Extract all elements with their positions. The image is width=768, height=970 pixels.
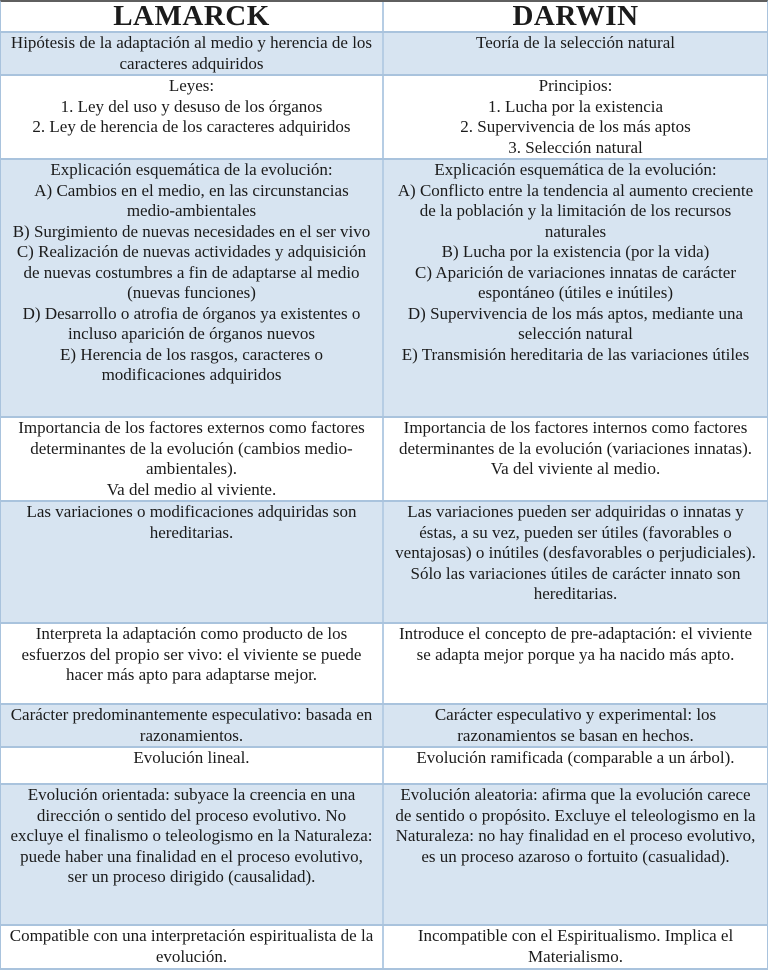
cell-paragraph: Hipótesis de la adaptación al medio y herencia de los caracteres adquiridos [10,33,373,73]
cell-paragraph: Explicación esquemática de la evolución: [434,160,717,179]
table-header-row [1,2,767,33]
cell-paragraph: Evolución ramificada (comparable a un árbol). [416,748,735,767]
cell-paragraph: E) Transmisión hereditaria de las variaciones útiles [401,344,750,364]
cell-darwin [384,785,767,924]
header-cell-darwin [384,2,767,31]
cell-paragraph: C) Realización de nuevas actividades y adquisición de nuevas costumbres a fin de adaptarse al medio (nuevas funciones) [16,242,367,302]
table-row-hypothesis [1,33,767,76]
cell-paragraph: Importancia de los factores externos como factores determinantes de la evolución (cambios medio-ambientales). [18,418,365,478]
cell-darwin [384,624,767,703]
cell-darwin [384,76,767,158]
cell-paragraph: Las variaciones o modificaciones adquiridas son hereditarias. [26,502,357,542]
cell-darwin [384,705,767,746]
cell-lamarck [1,624,384,703]
cell-paragraph: Importancia de los factores internos como factores determinantes de la evolución (variaciones innatas). [398,418,753,458]
cell-lamarck [1,76,384,158]
column-title-lamarck: LAMARCK [113,0,270,32]
cell-paragraph: Interpreta la adaptación como producto de los esfuerzos del propio ser vivo: el viviente se puede hacer más apto para adaptarse mejor. [21,624,362,684]
cell-darwin [384,748,767,783]
cell-paragraph: Carácter especulativo y experimental: los razonamientos se basan en hechos. [434,705,717,745]
table-row-teleology [1,785,767,926]
cell-lamarck [1,418,384,500]
cell-darwin [384,926,767,968]
cell-paragraph: Incompatible con el Espiritualismo. Implica el Materialismo. [417,926,734,966]
cell-paragraph: 2. Ley de herencia de los caracteres adquiridos [32,117,351,136]
cell-darwin [384,33,767,74]
cell-paragraph: Leyes: [168,76,215,95]
cell-paragraph: Va del medio al viviente. [106,479,277,499]
cell-lamarck [1,33,384,74]
cell-paragraph: 3. Selección natural [508,137,643,157]
cell-paragraph: D) Desarrollo o atrofia de órganos ya existentes o incluso aparición de órganos nuevos [22,303,361,343]
column-title-darwin: DARWIN [512,0,639,32]
cell-lamarck [1,748,384,783]
cell-lamarck [1,926,384,968]
cell-paragraph: Principios: [538,76,613,95]
cell-lamarck [1,785,384,924]
cell-lamarck [1,705,384,746]
cell-paragraph: E) Herencia de los rasgos, caracteres o modificaciones adquiridos [60,344,323,384]
cell-paragraph: Teoría de la selección natural [476,33,675,52]
table-row-laws-principles [1,76,767,160]
table-row-adaptation [1,624,767,705]
cell-paragraph: Las variaciones pueden ser adquiridas o innatas y éstas, a su vez, pueden ser útiles (favorables o ventajosas) o inútiles (desfavorables o perjudiciales). Sólo las variaciones útiles de carácter innato son hereditarias. [395,502,756,603]
cell-darwin [384,160,767,416]
cell-paragraph: Compatible con una interpretación espiritualista de la evolución. [9,926,374,966]
cell-paragraph: B) Lucha por la existencia (por la vida) [441,242,710,261]
cell-paragraph: Evolución orientada: subyace la creencia en una dirección o sentido del proceso evolutivo. No excluye el finalismo o teleologismo en la Naturaleza: puede haber una finalidad en el proceso evolutivo, ser un proceso dirigido (causalidad). [10,785,373,886]
cell-paragraph: D) Supervivencia de los más aptos, mediante una selección natural [407,303,744,343]
cell-paragraph: B) Surgimiento de nuevas necesidades en el ser vivo [12,221,371,241]
table-row-variations [1,502,767,624]
cell-paragraph: Evolución aleatoria: afirma que la evolución carece de sentido o propósito. Excluye el teleologismo en la Naturaleza: no hay finalidad en el proceso evolutivo, es un proceso azaroso o fortuito (casualidad). [395,785,756,866]
cell-paragraph: Carácter predominantemente especulativo: basada en razonamientos. [10,705,373,745]
cell-paragraph: Va del viviente al medio. [490,459,661,478]
cell-paragraph: 1. Ley del uso y desuso de los órganos [60,96,323,116]
table-row-schematic-explanation [1,160,767,418]
table-row-factors [1,418,767,502]
cell-paragraph: Explicación esquemática de la evolución: [50,160,333,179]
table-row-character [1,705,767,748]
table-row-evolution-shape [1,748,767,785]
cell-lamarck [1,502,384,622]
cell-paragraph: C) Aparición de variaciones innatas de carácter espontáneo (útiles e inútiles) [415,262,736,302]
header-cell-lamarck [1,2,384,31]
cell-paragraph: Introduce el concepto de pre-adaptación: el viviente se adapta mejor porque ya ha nacido más apto. [398,624,753,664]
cell-lamarck [1,160,384,416]
cell-paragraph: 1. Lucha por la existencia [487,96,664,116]
cell-paragraph: Evolución lineal. [133,748,250,767]
cell-paragraph: A) Cambios en el medio, en las circunstancias medio-ambientales [34,180,349,220]
cell-paragraph: 2. Supervivencia de los más aptos [460,117,691,136]
cell-paragraph: A) Conflicto entre la tendencia al aumento creciente de la población y la limitación de los recursos naturales [397,180,754,241]
cell-darwin [384,418,767,500]
cell-darwin [384,502,767,622]
table-row-spiritualism [1,926,767,968]
